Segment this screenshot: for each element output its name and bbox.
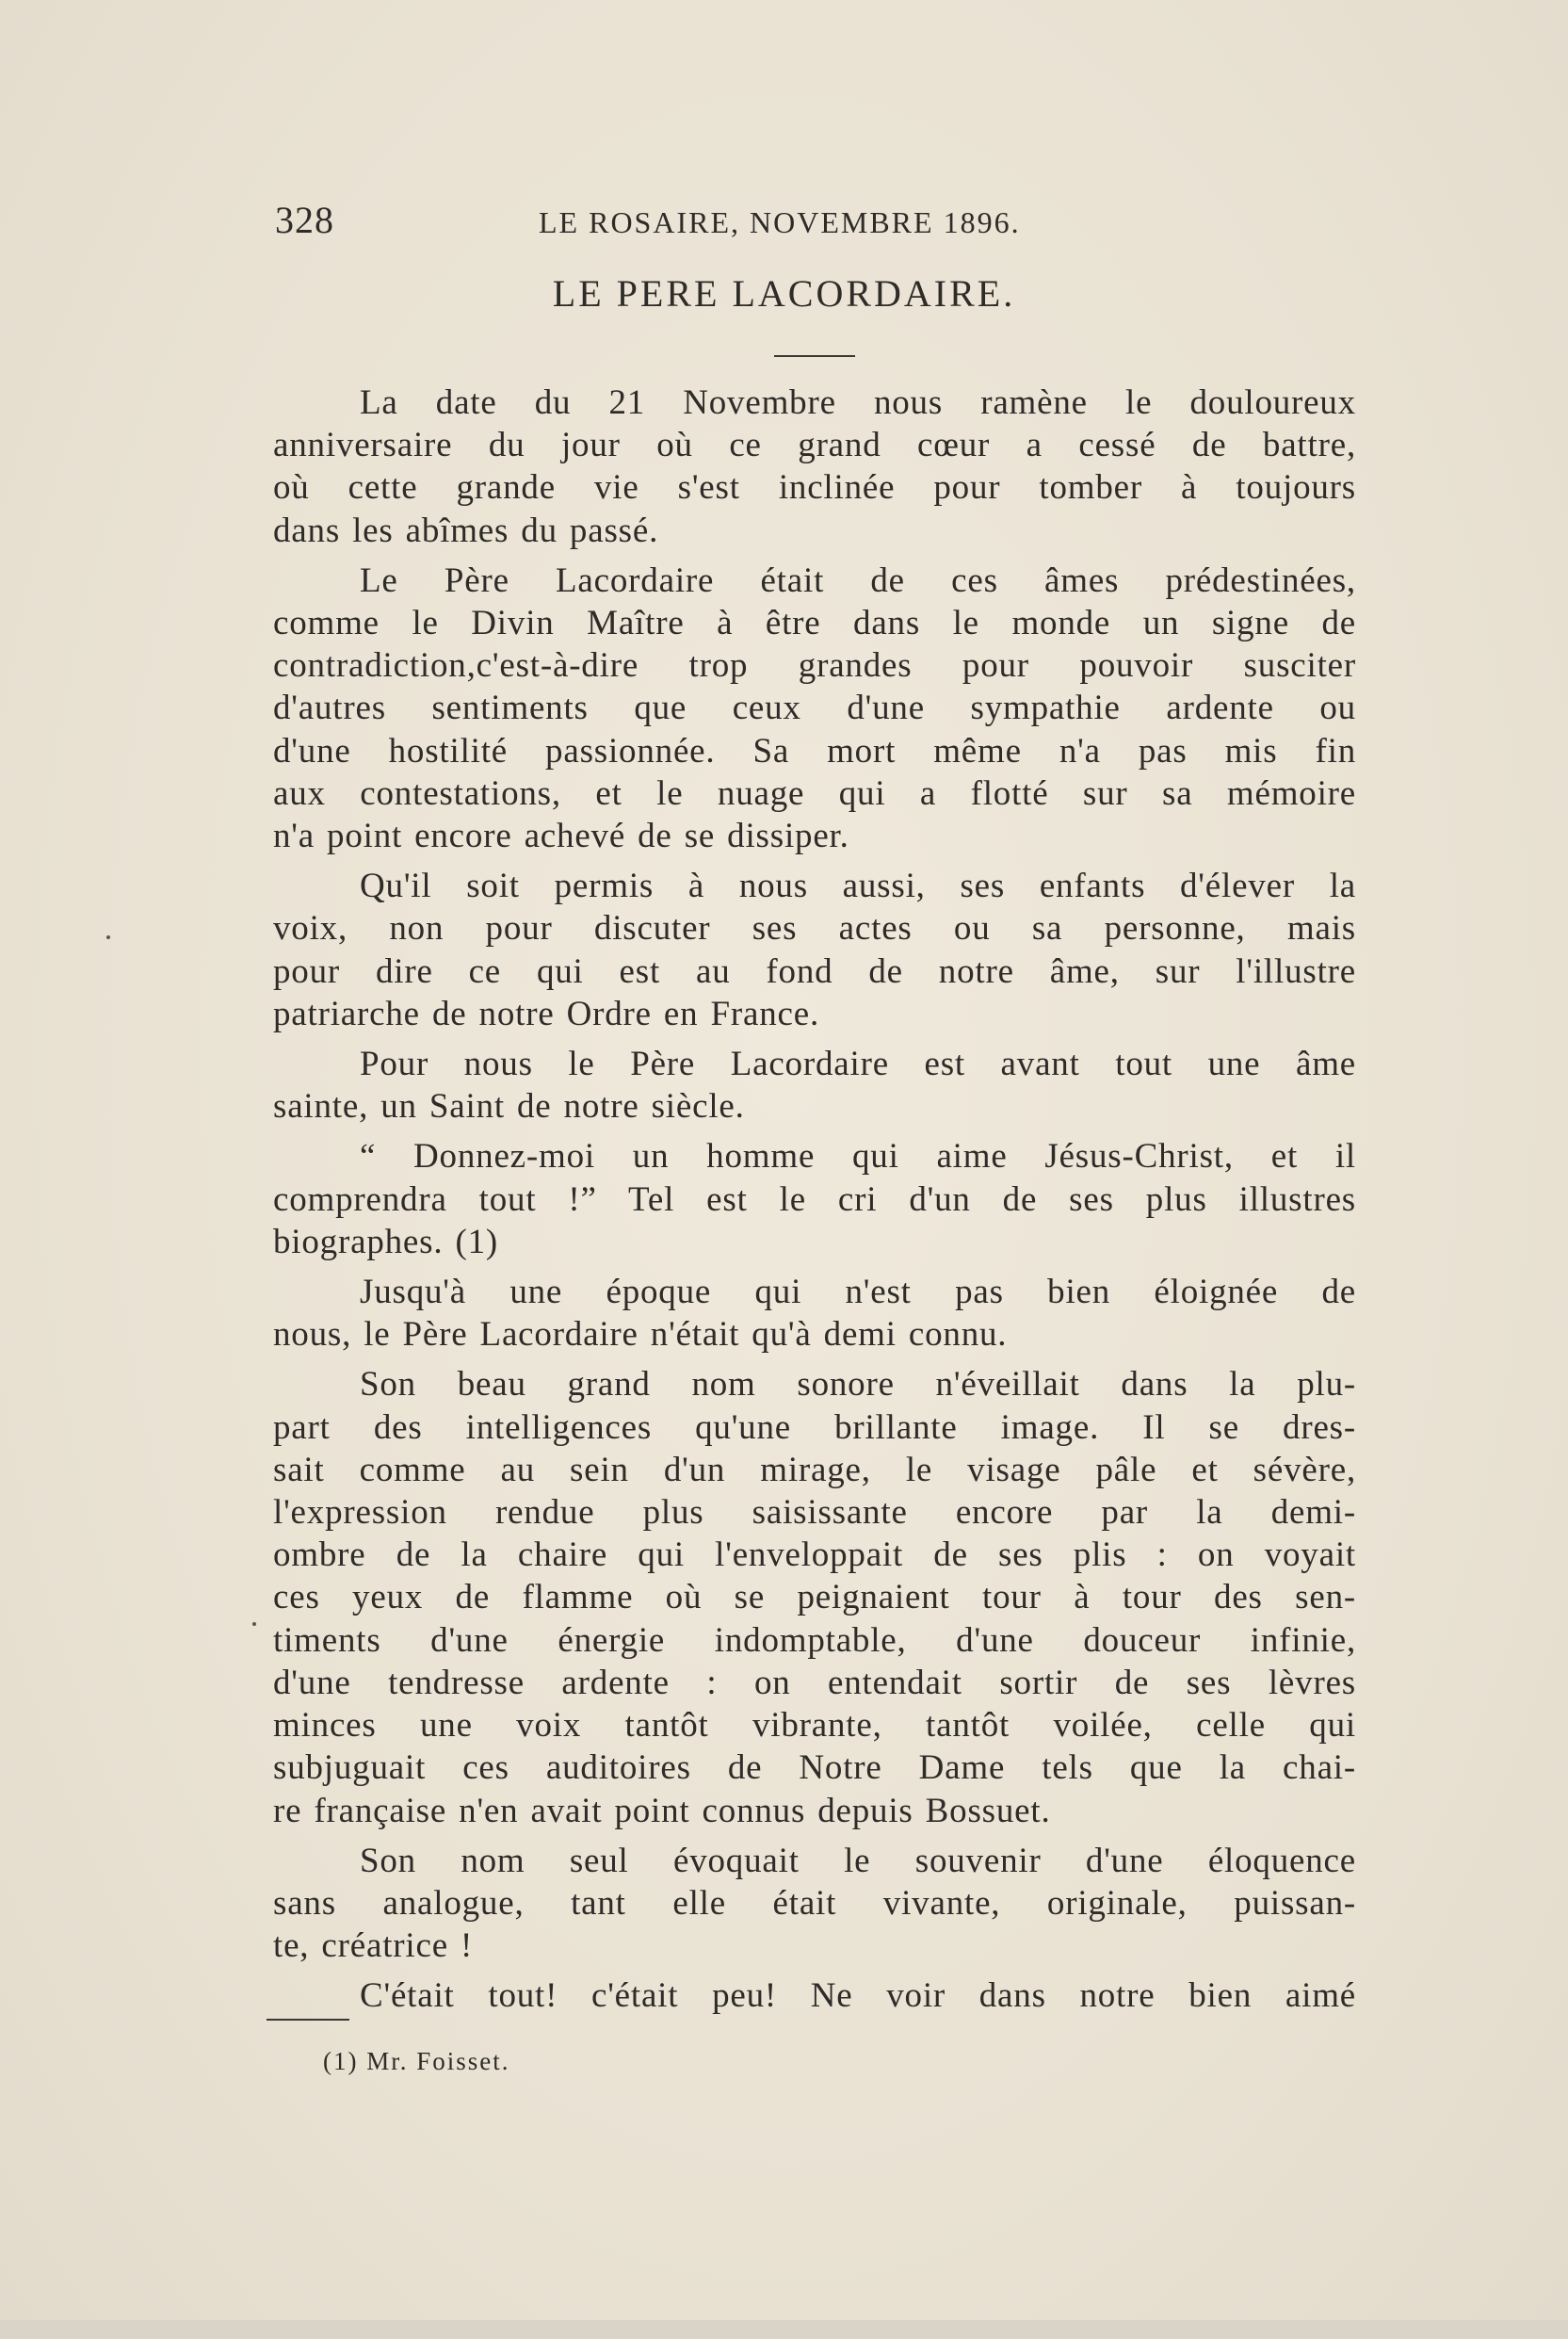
page-number: 328 (275, 199, 334, 241)
text-line: Son beau grand nom sonore n'éveillait dans la plu- (360, 1365, 1356, 1405)
text-line: contradiction,c'est-à-dire trop grandes pour pouvoir susciter (273, 646, 1356, 686)
paragraph-gap (273, 1263, 1356, 1271)
paragraph (273, 1135, 1356, 1263)
text-line: dans les abîmes du passé. (273, 511, 659, 550)
text-line: nous, le Père Lacordaire n'était qu'à demi connu. (273, 1315, 1008, 1355)
paragraph (273, 1363, 1356, 1831)
text-line: aux contestations, et le nuage qui a flotté sur sa mémoire (273, 773, 1356, 813)
text-line: minces une voix tantôt vibrante, tantôt voilée, celle qui (273, 1706, 1356, 1746)
text-line: où cette grande vie s'est inclinée pour tomber à toujours (273, 468, 1356, 508)
text-line: pour dire ce qui est au fond de notre âme, sur l'illustre (273, 951, 1356, 991)
article-body (273, 382, 1356, 2018)
text-line: n'a point encore achevé de se dissiper. (273, 817, 849, 856)
running-head (275, 198, 1377, 254)
text-line: l'expression rendue plus saisissante encore par la demi- (273, 1493, 1356, 1533)
footnote-rule (267, 2019, 349, 2021)
paper-speck (106, 935, 110, 939)
journal-header: LE ROSAIRE, NOVEMBRE 1896. (539, 205, 1021, 239)
text-line: sans analogue, tant elle était vivante, originale, puissan- (273, 1883, 1356, 1923)
text-line: subjuguait ces auditoires de Notre Dame tels que la chai- (273, 1748, 1356, 1788)
text-line: ces yeux de flamme où se peignaient tour à tour des sen- (273, 1578, 1356, 1617)
paragraph (273, 1974, 1356, 2017)
text-line: Le Père Lacordaire était de ces âmes prédestinées, (360, 560, 1356, 600)
text-line: voix, non pour discuter ses actes ou sa personne, mais (273, 909, 1356, 949)
article-title: LE PERE LACORDAIRE. (552, 272, 1016, 315)
text-line: sait comme au sein d'un mirage, le visage pâle et sévère, (273, 1450, 1356, 1489)
paragraph-gap (273, 552, 1356, 560)
paragraph-gap (273, 1128, 1356, 1135)
text-line: Jusqu'à une époque qui n'est pas bien éloignée de (360, 1273, 1356, 1312)
text-line: La date du 21 Novembre nous ramène le douloureux (360, 383, 1356, 422)
scan-edge (0, 2320, 1568, 2339)
text-line: Son nom seul évoquait le souvenir d'une éloquence (360, 1841, 1356, 1880)
text-line: part des intelligences qu'une brillante image. Il se dres- (273, 1407, 1356, 1447)
text-line: patriarche de notre Ordre en France. (273, 994, 820, 1033)
text-line: Qu'il soit permis à nous aussi, ses enfants d'élever la (360, 867, 1356, 906)
text-line: biographes. (1) (273, 1222, 498, 1261)
paragraph-gap (273, 1356, 1356, 1363)
paragraph (273, 1840, 1356, 1968)
paragraph (273, 1043, 1356, 1128)
text-line: te, créatrice ! (273, 1926, 474, 1966)
text-line: Pour nous le Père Lacordaire est avant tout une âme (360, 1045, 1356, 1084)
title-rule (774, 355, 855, 357)
text-line: d'autres sentiments que ceux d'une sympathie ardente ou (273, 689, 1356, 728)
text-line: comprendra tout !” Tel est le cri d'un de ses plus illustres (273, 1179, 1356, 1219)
paragraph-gap (273, 857, 1356, 865)
text-line: anniversaire du jour où ce grand cœur a cessé de battre, (273, 426, 1356, 465)
text-line: d'une hostilité passionnée. Sa mort même n'a pas mis fin (273, 731, 1356, 771)
paragraph-gap (273, 1967, 1356, 1974)
text-line: ombre de la chaire qui l'enveloppait de ses plis : on voyait (273, 1535, 1356, 1575)
text-line: re française n'en avait point connus depuis Bossuet. (273, 1791, 1051, 1830)
paragraph (273, 1271, 1356, 1356)
text-line: “ Donnez-moi un homme qui aime Jésus-Christ, et il (360, 1137, 1356, 1177)
paragraph-gap (273, 1035, 1356, 1043)
text-line: sainte, un Saint de notre siècle. (273, 1087, 745, 1127)
paragraph (273, 382, 1356, 552)
footnote: (1) Mr. Foisset. (323, 2047, 510, 2075)
paragraph-gap (273, 1832, 1356, 1840)
paragraph (273, 560, 1356, 857)
text-line: timents d'une énergie indomptable, d'une douceur infinie, (273, 1620, 1356, 1660)
text-line: d'une tendresse ardente : on entendait sortir de ses lèvres (273, 1663, 1356, 1702)
text-line: comme le Divin Maître à être dans le monde un signe de (273, 604, 1356, 643)
paragraph (273, 865, 1356, 1035)
paper-speck (252, 1622, 256, 1626)
text-line: C'était tout! c'était peu! Ne voir dans notre bien aimé (360, 1976, 1356, 2016)
